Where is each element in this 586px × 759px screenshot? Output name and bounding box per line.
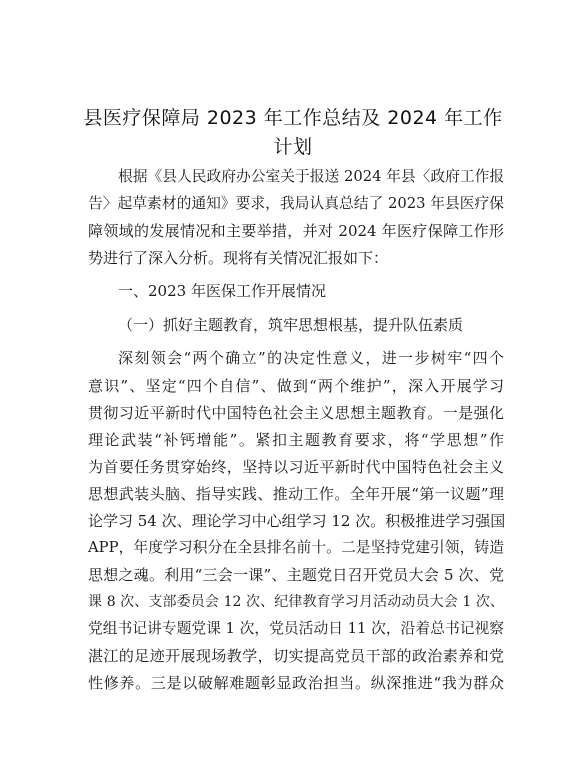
body-paragraph-line: 理论武装“补钙增能”。紧扣主题教育要求，将“学思想”作 (88, 431, 504, 449)
body-paragraph-line: 为首要任务贯穿始终，坚持以习近平新时代中国特色社会主义 (88, 458, 504, 476)
intro-paragraph-line: 障领域的发展情况和主要举措，并对 2024 年医疗保障工作形 (88, 222, 504, 240)
body-paragraph-line: 贯彻习近平新时代中国特色社会主义思想主题教育。一是强化 (88, 404, 504, 422)
body-paragraph-line: 论学习 54 次、理论学习中心组学习 12 次。积极推进学习强国 (88, 512, 506, 530)
intro-paragraph-line: 根据《县人民政府办公室关于报送 2024 年县〈政府工作报 (118, 168, 505, 185)
body-paragraph-line: 思想武装头脑、指导实践、推动工作。全年开展“第一议题”理 (88, 485, 504, 503)
body-paragraph-line: 深刻领会“两个确立”的决定性意义，进一步树牢“四个 (118, 349, 504, 367)
body-paragraph-line: 意识”、坚定“四个自信”、做到“两个维护”，深入开展学习 (88, 377, 504, 395)
document-title-line1: 县医疗保障局 2023 年工作总结及 2024 年工作 (83, 107, 503, 129)
body-paragraph-line: APP，年度学习积分在全县排名前十。二是坚持党建引领，铸造 (88, 539, 504, 556)
document-title-line2: 计划 (273, 136, 313, 158)
body-paragraph-line: 思想之魂。利用“三会一课”、主题党日召开党员大会 5 次、党 (88, 566, 504, 584)
intro-paragraph-line: 告〉起草素材的通知》要求，我局认真总结了 2023 年县医疗保 (88, 195, 504, 212)
body-paragraph-line: 课 8 次、支部委员会 12 次、纪律教育学习月活动动员大会 1 次、 (88, 594, 504, 610)
body-paragraph-line: 党组书记讲专题党课 1 次，党员活动日 11 次，沿着总书记视察 (88, 620, 504, 637)
body-paragraph-line: 性修养。三是以破解难题彰显政治担当。纵深推进“我为群众 (88, 674, 504, 692)
intro-paragraph-line: 势进行了深入分析。现将有关情况汇报如下： (88, 249, 389, 267)
section-heading: 一、2023 年医保工作开展情况 (118, 282, 326, 300)
body-paragraph-line: 湛江的足迹开展现场教学，切实提高党员干部的政治素养和党 (88, 647, 504, 665)
subsection-heading: （一）抓好主题教育，筑牢思想根基，提升队伍素质 (118, 316, 464, 334)
